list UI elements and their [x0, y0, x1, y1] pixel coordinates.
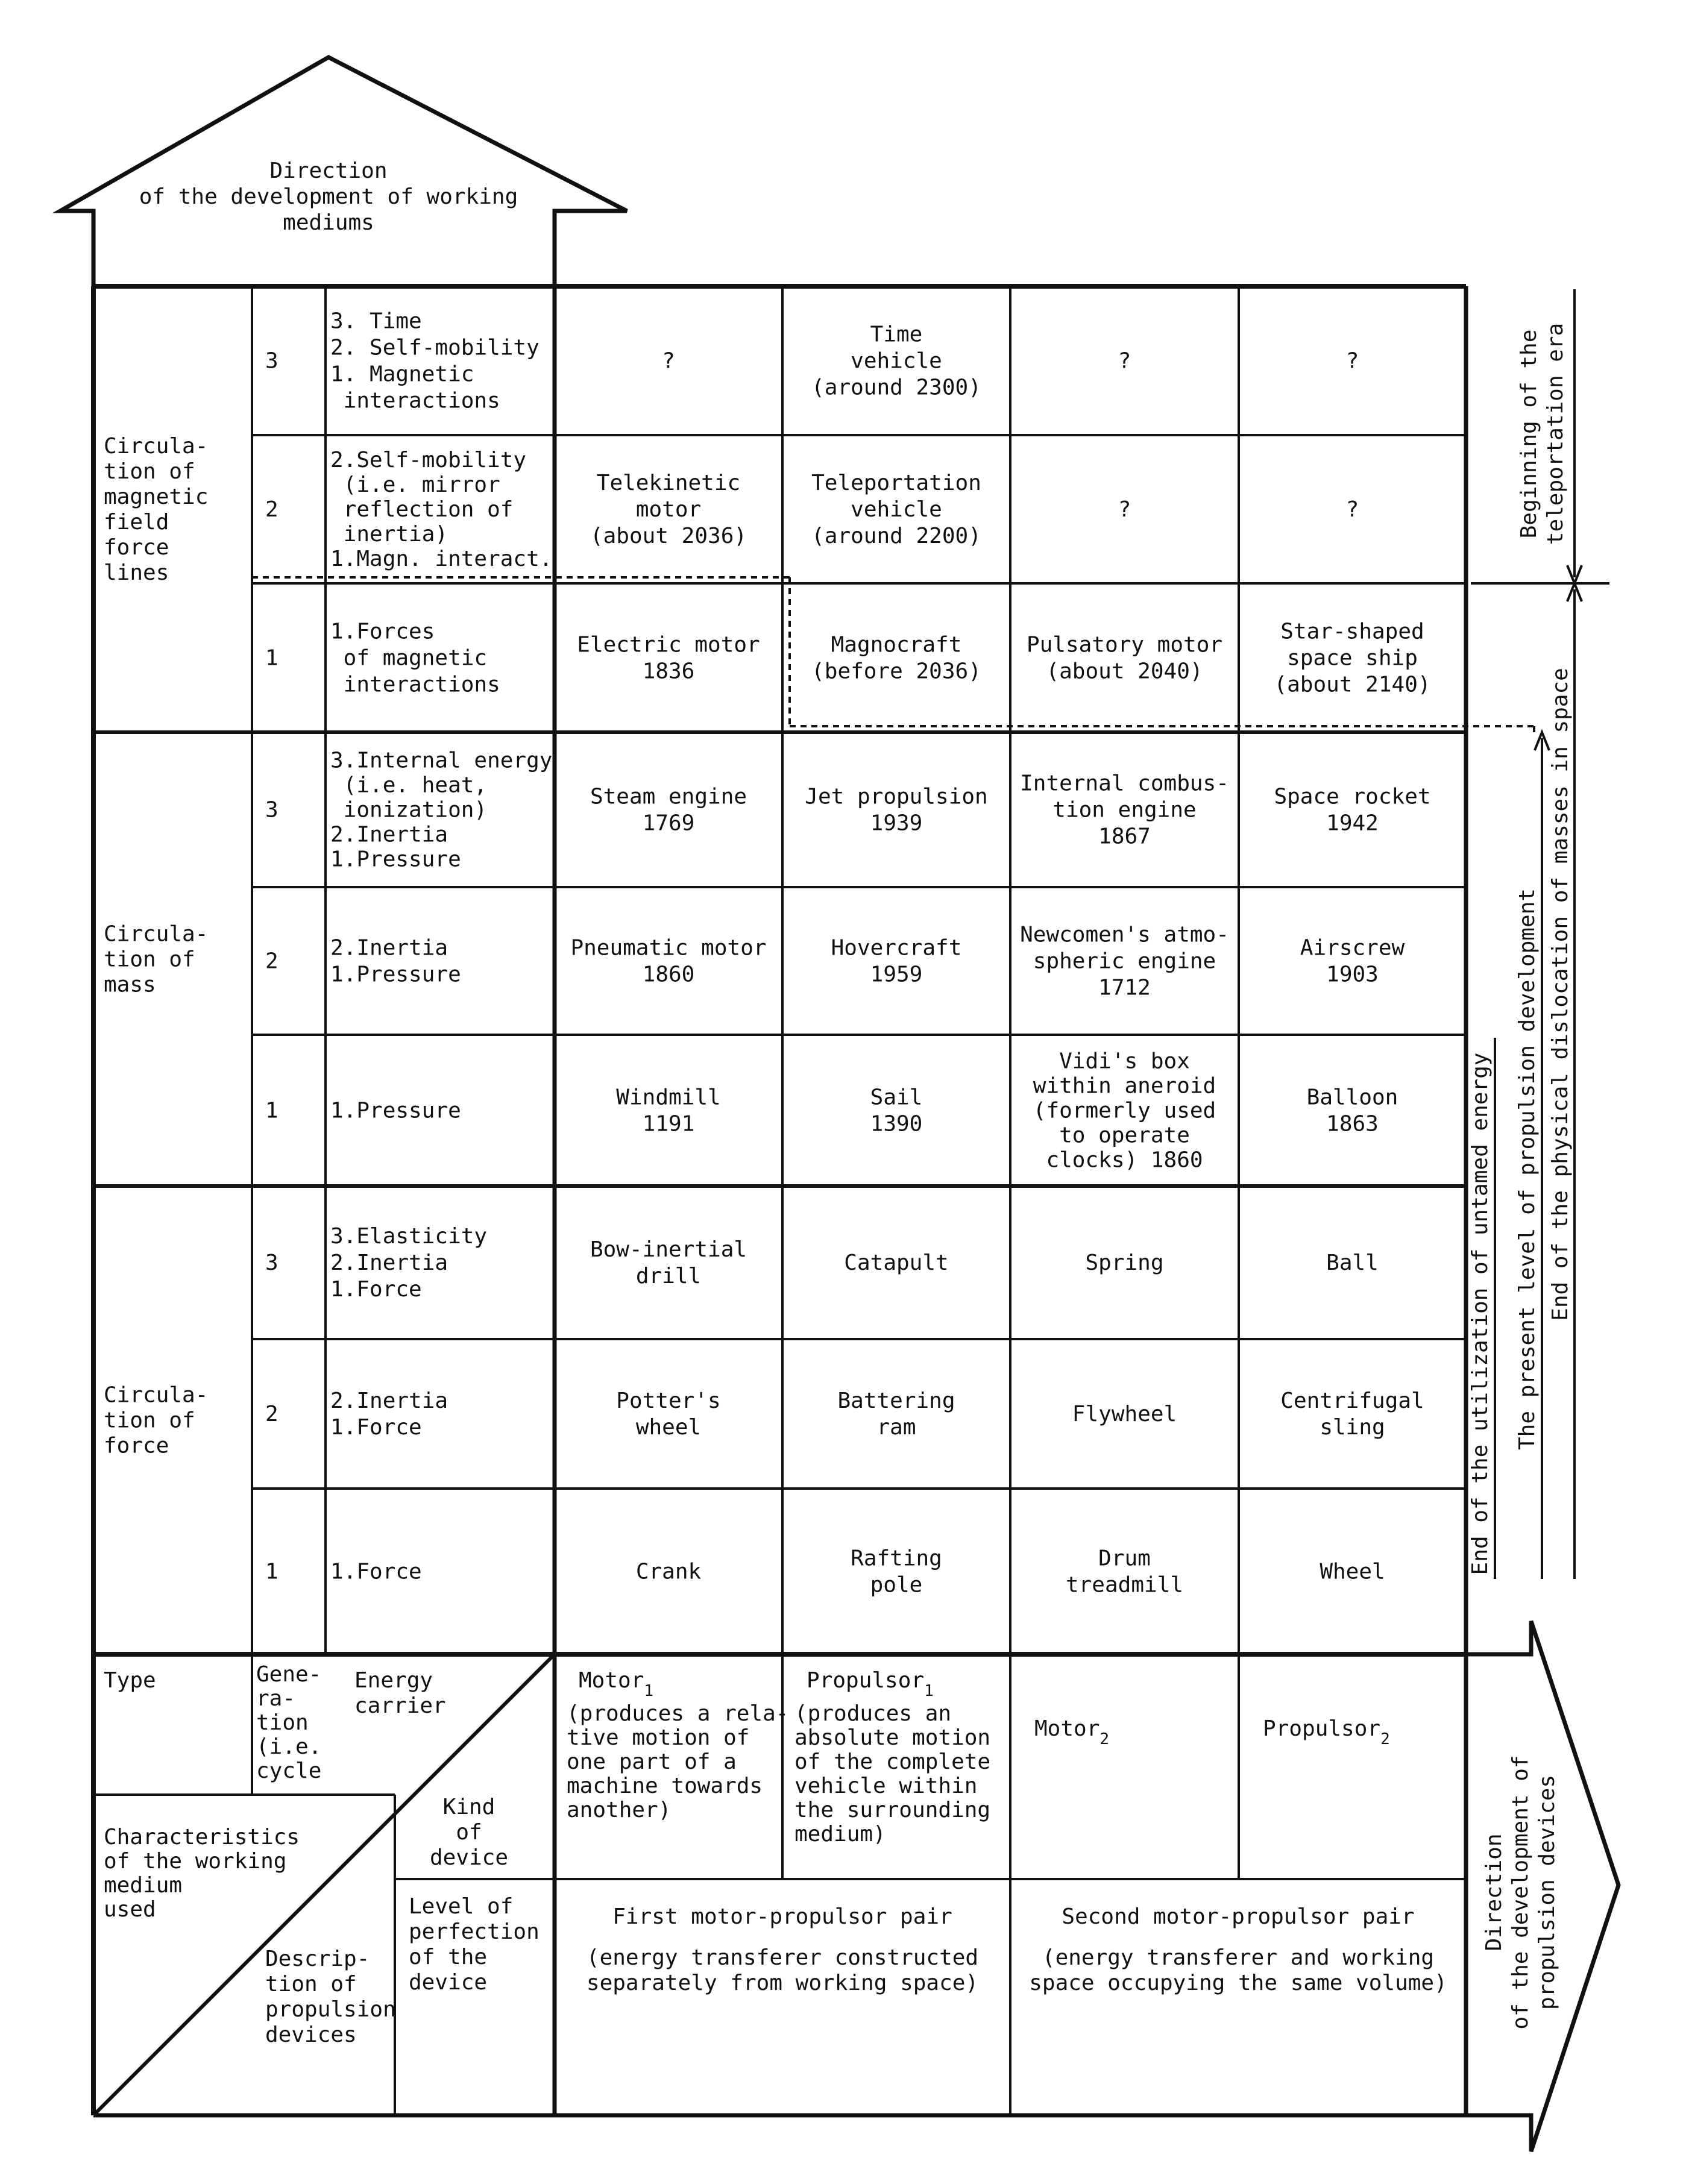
kind-of-device-desc: (produces a rela-tive motion of one part of a machine towards another): [567, 1701, 789, 1822]
device-cell: Teleportation vehicle (around 2200): [811, 471, 981, 548]
device-cell: Hovercraft 1959: [831, 935, 962, 987]
generation-number: 3: [265, 1250, 278, 1275]
device-cell: Space rocket 1942: [1274, 784, 1431, 836]
right-arrow-label: Directionof the development ofpropulsion devices: [1482, 1755, 1559, 2030]
device-cell: Ball: [1326, 1250, 1379, 1275]
pair-desc: (energy transferer constructed separately from working space): [586, 1945, 979, 1995]
device-cell: Bow-inertial drill: [590, 1237, 747, 1288]
device-cell: ?: [1118, 497, 1131, 522]
device-cell: Magnocraft (before 2036): [811, 632, 981, 684]
device-cell: Telekinetic motor (about 2036): [590, 471, 747, 548]
footer-type-label: Type: [104, 1668, 156, 1693]
device-cell: Time vehicle (around 2300): [811, 322, 981, 400]
device-cell: ?: [662, 348, 675, 374]
generation-number: 3: [265, 797, 278, 823]
device-cell: Wheel: [1320, 1559, 1385, 1584]
device-cell: Pneumatic motor 1860: [570, 935, 767, 987]
device-cell: Star-shaped space ship (about 2140): [1274, 619, 1431, 697]
generation-number: 1: [265, 1098, 278, 1123]
device-cell: Jet propulsion 1939: [805, 784, 988, 836]
table-texts: [104, 158, 1573, 2047]
footer-generation-label: Gene-ra-tion (i.e. cycle: [256, 1662, 322, 1783]
device-cell: Windmill 1191: [616, 1085, 721, 1137]
energy-carrier: 3.Elasticity 2.Inertia 1.Force: [330, 1224, 488, 1302]
top-arrow-label: Direction of the development of working mediums: [139, 158, 518, 235]
present-level-label: The present level of propulsion development: [1515, 888, 1540, 1450]
device-cell: Catapult: [844, 1250, 949, 1275]
generation-number: 1: [265, 1559, 278, 1584]
group-label: Circula-tion of force: [104, 1382, 209, 1458]
device-cell: Battering ram: [837, 1389, 955, 1440]
device-cell: Potter's wheel: [616, 1389, 721, 1440]
device-cell: Drum treadmill: [1065, 1546, 1184, 1598]
untamed-energy-label: End of the utilization of untamed energy: [1468, 1052, 1493, 1575]
pair-title: First motor-propulsor pair: [612, 1904, 952, 1929]
device-cell: Newcomen's atmo-spheric engine 1712: [1020, 922, 1229, 1000]
teleportation-era-label: Beginning of theteleportation era: [1517, 322, 1568, 545]
generation-number: 1: [265, 645, 278, 671]
energy-carrier: 1.Pressure: [330, 1098, 461, 1123]
kind-of-device-title: Propulsor$_1$: [807, 1668, 934, 1700]
pair-desc: (energy transferer and working space occupying the same volume): [1029, 1945, 1447, 1995]
device-cell: Steam engine 1769: [590, 784, 747, 836]
generation-number: 2: [265, 1402, 278, 1426]
energy-carrier: 1.Force: [330, 1559, 422, 1584]
device-cell: Rafting pole: [851, 1546, 942, 1598]
device-cell: Pulsatory motor (about 2040): [1026, 632, 1223, 684]
kind-of-device-title: Motor$_2$: [1034, 1716, 1110, 1748]
generation-number: 3: [265, 348, 278, 374]
energy-carrier: 3.Internal energy (i.e. heat, ionization) 2.Inertia 1.Pressure: [330, 748, 553, 872]
energy-carrier: 2.Inertia 1.Pressure: [330, 935, 461, 987]
device-cell: Centrifugal sling: [1280, 1389, 1424, 1440]
device-cell: Sail 1390: [870, 1085, 923, 1137]
footer-energy-carrier-label: Energy carrier: [354, 1668, 446, 1718]
footer-description-label: Descrip-tion of propulsion devices: [265, 1947, 396, 2047]
group-label: Circula-tion of magnetic field force lines: [104, 434, 209, 585]
footer-level-label: Level of perfection of the device: [409, 1894, 540, 1995]
kind-of-device-title: Propulsor$_2$: [1263, 1716, 1390, 1748]
device-cell: Balloon 1863: [1306, 1085, 1398, 1137]
pair-title: Second motor-propulsor pair: [1062, 1904, 1415, 1929]
energy-carrier: 2.Self-mobility (i.e. mirror reflection of inertia) 1.Magn. interact.: [330, 448, 553, 571]
device-cell: Spring: [1085, 1250, 1164, 1275]
energy-carrier: 1.Forces of magnetic interactions: [330, 619, 500, 697]
footer-kind-label: Kind of device: [429, 1795, 509, 1870]
device-cell: ?: [1345, 348, 1359, 374]
footer-characteristics-label: Characteristics of the working medium used: [104, 1825, 300, 1922]
device-cell: Crank: [635, 1559, 702, 1584]
device-cell: ?: [1118, 348, 1131, 374]
energy-carrier: 3. Time 2. Self-mobility 1. Magnetic interactions: [330, 309, 540, 413]
physical-dislocation-label: End of the physical dislocation of masses in space: [1548, 668, 1573, 1321]
device-cell: Internal combus-tion engine 1867: [1020, 771, 1229, 849]
device-cell: Electric motor 1836: [577, 632, 760, 684]
device-cell: Flywheel: [1072, 1402, 1177, 1426]
energy-carrier: 2.Inertia 1.Force: [330, 1389, 448, 1440]
device-cell: ?: [1345, 497, 1359, 522]
generation-number: 2: [265, 949, 278, 974]
group-label: Circula-tion of mass: [104, 921, 209, 997]
kind-of-device-title: Motor$_1$: [579, 1668, 654, 1700]
generation-number: 2: [265, 497, 278, 522]
device-cell: Vidi's box within aneroid (formerly used to operate clocks) 1860: [1033, 1049, 1216, 1173]
device-cell: Airscrew 1903: [1300, 935, 1405, 987]
kind-of-device-desc: (produces an absolute motion of the complete vehicle within the surrounding medium): [794, 1701, 991, 1847]
